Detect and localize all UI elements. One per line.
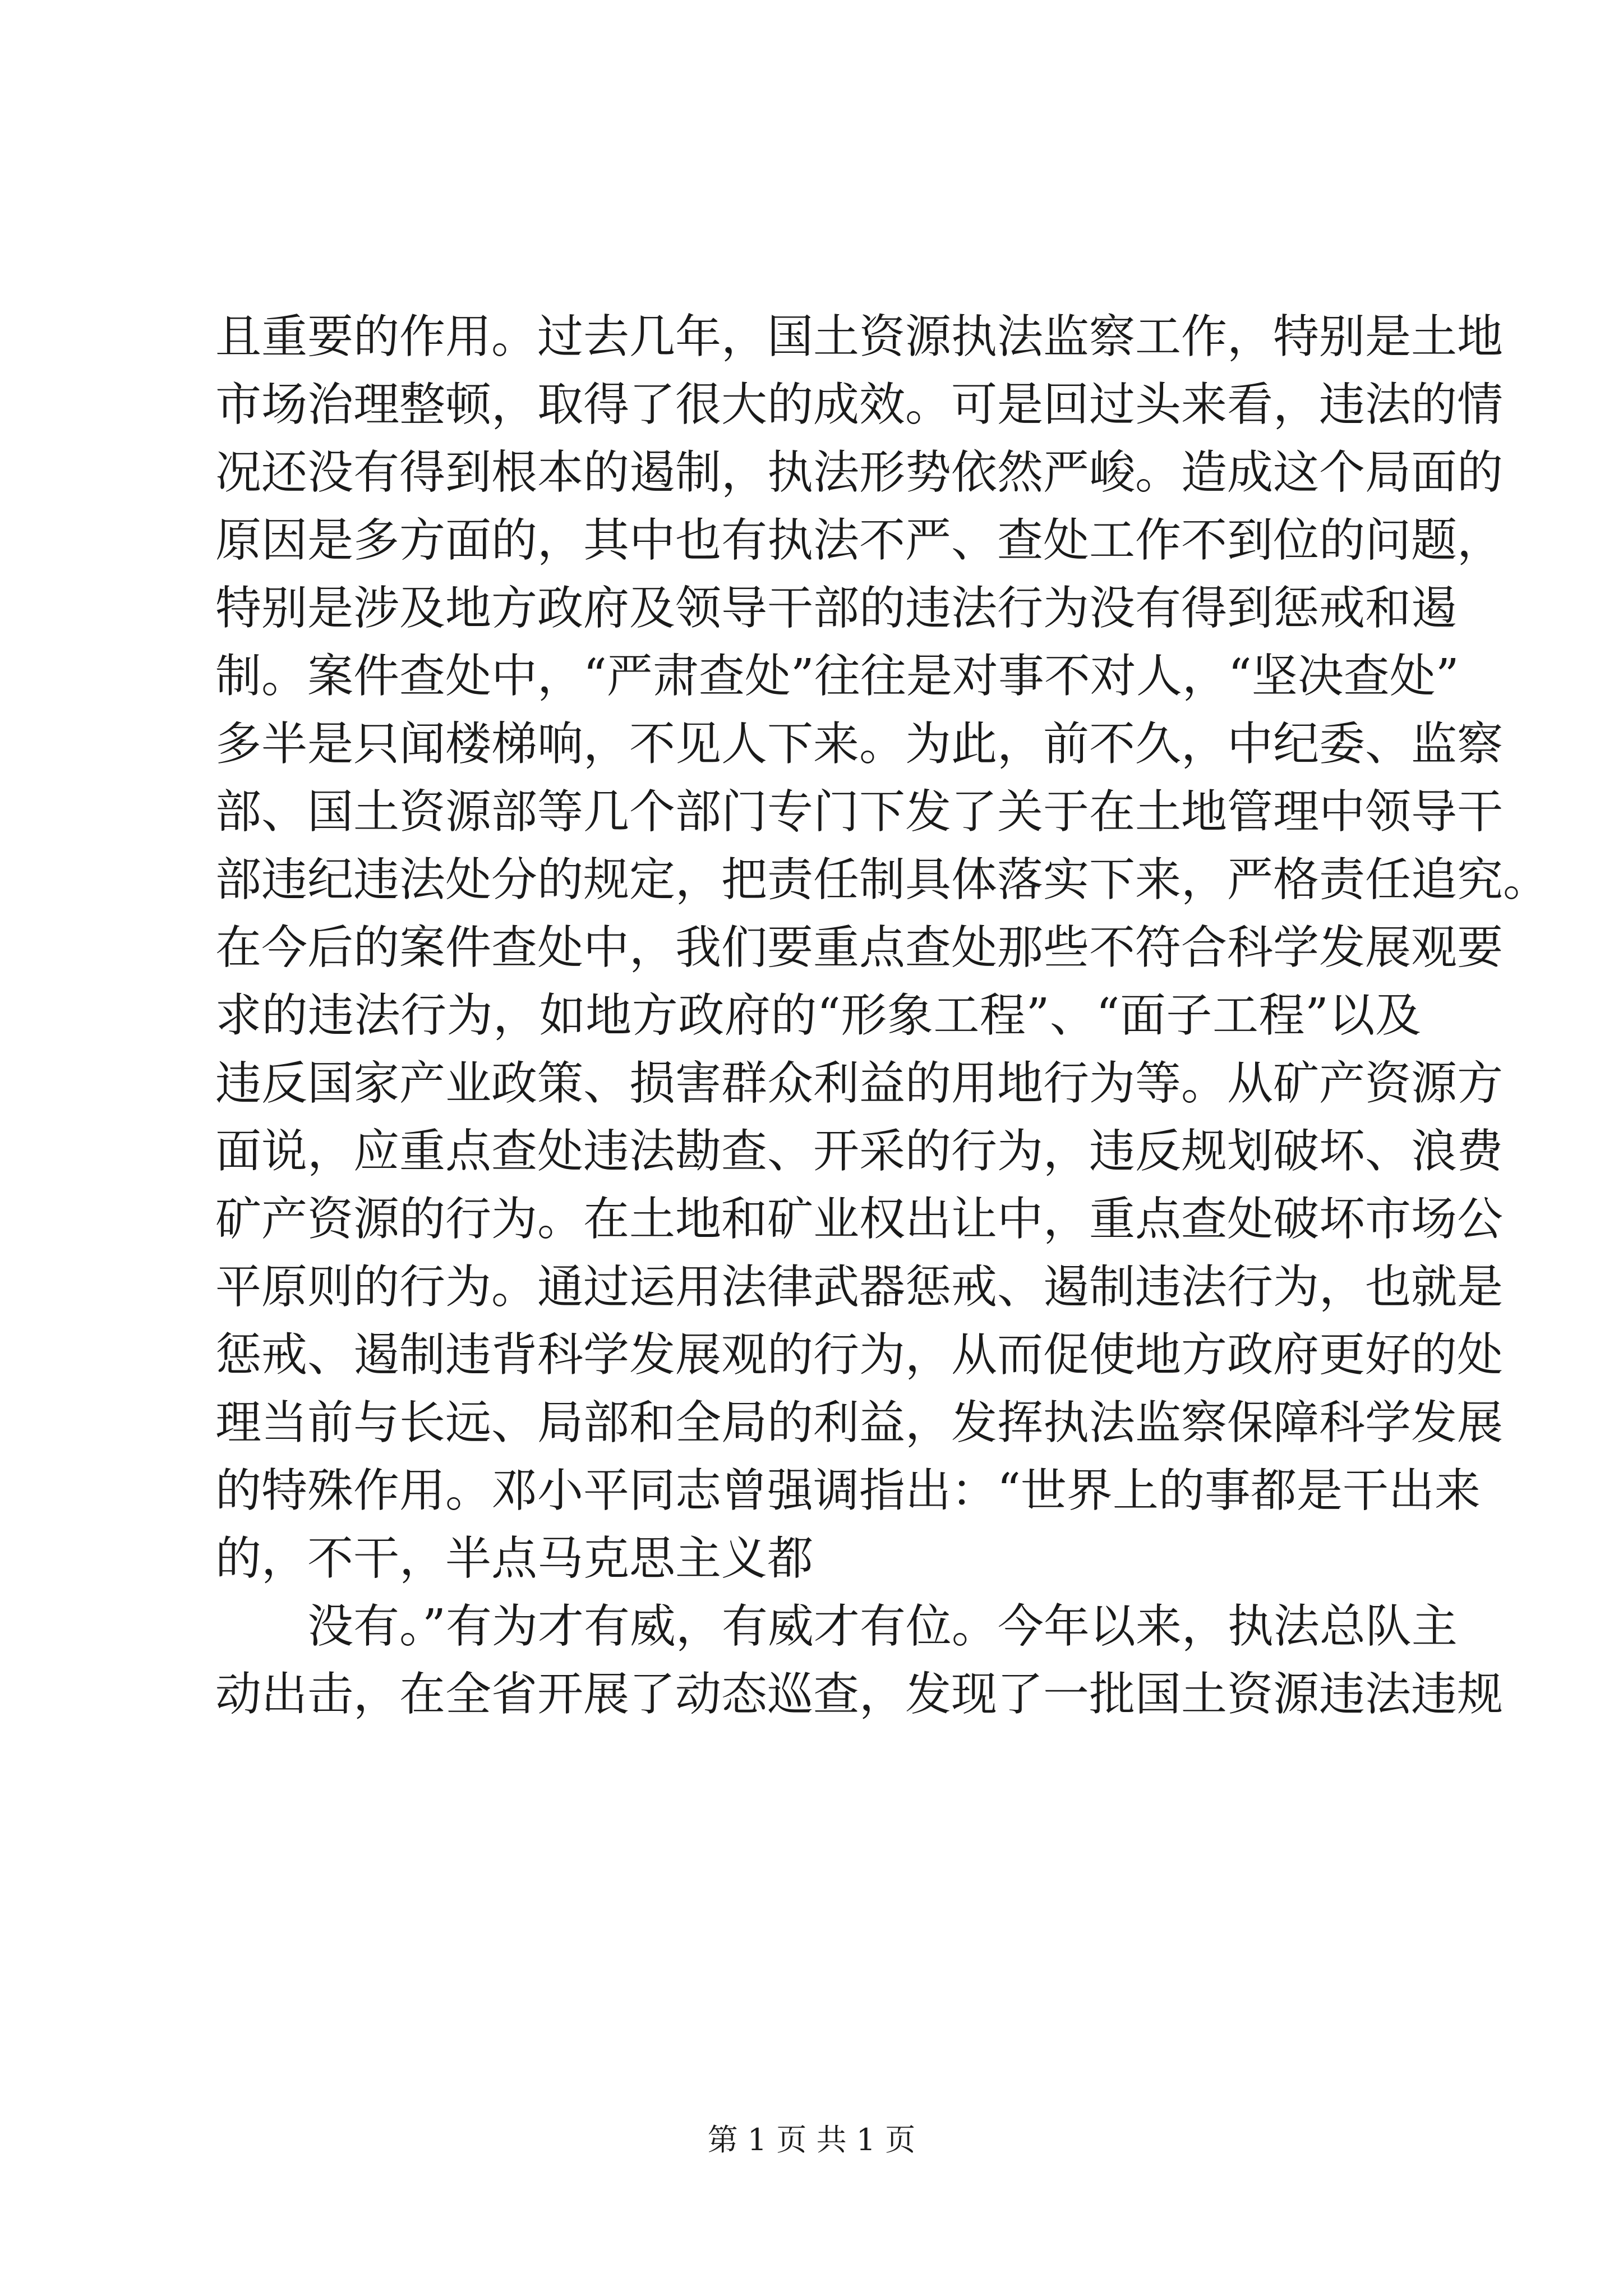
text-line: 矿产资源的行为。在土地和矿业权出让中，重点查处破坏市场公 [215, 1193, 1504, 1246]
text-line: 在今后的案件查处中，我们要重点查处那些不符合科学发展观要 [215, 921, 1504, 974]
text-line: 惩戒、遏制违背科学发展观的行为，从而促使地方政府更好的处 [215, 1328, 1504, 1382]
text-line: 特别是涉及地方政府及领导干部的违法行为没有得到惩戒和遏 [215, 582, 1458, 635]
text-line: 况还没有得到根本的遏制，执法形势依然严峻。造成这个局面的 [215, 446, 1504, 499]
text-line: 求的违法行为，如地方政府的“形象工程”、“面子工程”以及 [215, 989, 1421, 1042]
text-line: 多半是只闻楼梯响，不见人下来。为此，前不久，中纪委、监察 [215, 717, 1504, 771]
body-text [215, 303, 1550, 1728]
text-line-paragraph-end: 的，不干，半点马克思主义都 [215, 1532, 814, 1585]
text-line: 部、国土资源部等几个部门专门下发了关于在土地管理中领导干 [215, 785, 1504, 839]
text-line-paragraph-start: 没有。”有为才有威，有威才有位。今年以来，执法总队主 [307, 1600, 1458, 1653]
text-line: 市场治理整顿，取得了很大的成效。可是回过头来看，违法的情 [215, 378, 1504, 431]
text-line: 面说，应重点查处违法勘查、开采的行为，违反规划破坏、浪费 [215, 1125, 1504, 1178]
text-line: 动出击，在全省开展了动态巡查，发现了一批国土资源违法违规 [215, 1668, 1504, 1721]
text-line: 制。案件查处中，“严肃查处”往往是对事不对人，“坚决查处” [215, 650, 1459, 703]
text-line: 的特殊作用。邓小平同志曾强调指出：“世界上的事都是干出来 [215, 1464, 1481, 1517]
text-line: 且重要的作用。过去几年，国土资源执法监察工作，特别是土地 [215, 310, 1504, 364]
page-number: 第 1 页 共 1 页 [707, 2122, 916, 2157]
page-footer [0, 2120, 1623, 2160]
text-line: 平原则的行为。通过运用法律武器惩戒、遏制违法行为，也就是 [215, 1260, 1504, 1314]
text-line: 原因是多方面的，其中也有执法不严、查处工作不到位的问题， [215, 514, 1504, 567]
text-line: 理当前与长远、局部和全局的利益，发挥执法监察保障科学发展 [215, 1396, 1504, 1450]
text-line: 部违纪违法处分的规定，把责任制具体落实下来，严格责任追究。 [215, 853, 1550, 907]
text-line: 违反国家产业政策、损害群众利益的用地行为等。从矿产资源方 [215, 1057, 1504, 1110]
